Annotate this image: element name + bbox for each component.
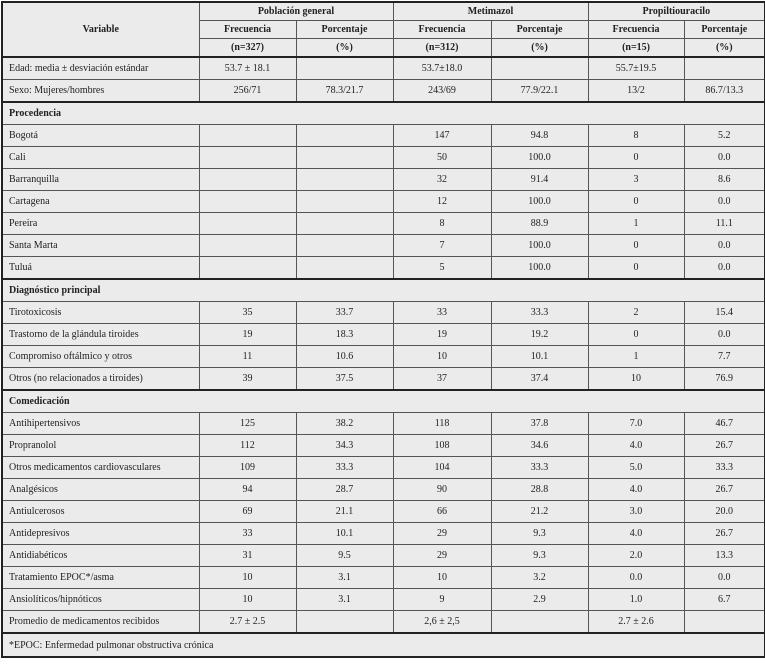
row-value: 100.0 bbox=[491, 235, 588, 257]
row-value: 7.0 bbox=[588, 413, 684, 435]
row-value: 3.1 bbox=[296, 589, 393, 611]
row-value: 37 bbox=[393, 368, 491, 391]
row-value bbox=[491, 57, 588, 80]
row-value: 31 bbox=[199, 545, 296, 567]
header-row-groups bbox=[2, 2, 765, 21]
row-label: Analgésicos bbox=[2, 479, 199, 501]
row-value: 34.3 bbox=[296, 435, 393, 457]
row-value: 3 bbox=[588, 169, 684, 191]
footnote: *EPOC: Enfermedad pulmonar obstructiva crónica bbox=[2, 633, 765, 657]
row-value bbox=[296, 147, 393, 169]
row-value bbox=[199, 191, 296, 213]
row-value: 33.3 bbox=[491, 457, 588, 479]
table-row bbox=[2, 501, 765, 523]
column-subheader: (n=312) bbox=[393, 39, 491, 58]
table-row bbox=[2, 257, 765, 280]
table-row bbox=[2, 125, 765, 147]
row-value: 55.7±19.5 bbox=[588, 57, 684, 80]
column-header: Porcentaje bbox=[296, 21, 393, 39]
column-subheader: (%) bbox=[684, 39, 765, 58]
column-header: Frecuencia bbox=[393, 21, 491, 39]
row-value: 0.0 bbox=[684, 324, 765, 346]
row-value: 33.3 bbox=[684, 457, 765, 479]
row-label: Cartagena bbox=[2, 191, 199, 213]
row-label: Santa Marta bbox=[2, 235, 199, 257]
row-value bbox=[296, 611, 393, 634]
row-value: 20.0 bbox=[684, 501, 765, 523]
footnote-row bbox=[2, 633, 765, 657]
row-value: 8.6 bbox=[684, 169, 765, 191]
row-value: 34.6 bbox=[491, 435, 588, 457]
table-row bbox=[2, 435, 765, 457]
row-value: 66 bbox=[393, 501, 491, 523]
column-subheader: (n=327) bbox=[199, 39, 296, 58]
row-value: 94 bbox=[199, 479, 296, 501]
column-subheader: (%) bbox=[491, 39, 588, 58]
table-row bbox=[2, 545, 765, 567]
section-title: Procedencia bbox=[2, 102, 765, 125]
row-value: 4.0 bbox=[588, 435, 684, 457]
row-value: 26.7 bbox=[684, 435, 765, 457]
row-value bbox=[296, 125, 393, 147]
row-value: 18.3 bbox=[296, 324, 393, 346]
group-header: Propiltiouracilo bbox=[588, 2, 765, 21]
column-header: Frecuencia bbox=[199, 21, 296, 39]
data-table bbox=[1, 1, 765, 658]
table-row bbox=[2, 457, 765, 479]
column-header: Porcentaje bbox=[491, 21, 588, 39]
row-value: 0.0 bbox=[684, 257, 765, 280]
row-value: 1 bbox=[588, 213, 684, 235]
row-value: 10.6 bbox=[296, 346, 393, 368]
row-label: Ansiolíticos/hipnóticos bbox=[2, 589, 199, 611]
row-value: 11.1 bbox=[684, 213, 765, 235]
row-value: 7.7 bbox=[684, 346, 765, 368]
section-title: Diagnóstico principal bbox=[2, 279, 765, 302]
row-value: 6.7 bbox=[684, 589, 765, 611]
section-title: Comedicación bbox=[2, 390, 765, 413]
row-value: 100.0 bbox=[491, 191, 588, 213]
row-value bbox=[296, 191, 393, 213]
row-value: 256/71 bbox=[199, 80, 296, 103]
row-value: 109 bbox=[199, 457, 296, 479]
row-value: 53.7±18.0 bbox=[393, 57, 491, 80]
row-value: 38.2 bbox=[296, 413, 393, 435]
table-row bbox=[2, 368, 765, 391]
row-value: 0.0 bbox=[684, 147, 765, 169]
row-value: 0.0 bbox=[684, 567, 765, 589]
row-value: 10 bbox=[393, 346, 491, 368]
row-value: 69 bbox=[199, 501, 296, 523]
table-row bbox=[2, 413, 765, 435]
row-value: 29 bbox=[393, 545, 491, 567]
row-value: 10 bbox=[199, 567, 296, 589]
row-value: 9.3 bbox=[491, 545, 588, 567]
row-value: 12 bbox=[393, 191, 491, 213]
row-label: Antidiabéticos bbox=[2, 545, 199, 567]
row-value bbox=[684, 57, 765, 80]
table-row bbox=[2, 523, 765, 545]
row-value: 26.7 bbox=[684, 523, 765, 545]
row-value: 0 bbox=[588, 191, 684, 213]
row-value: 29 bbox=[393, 523, 491, 545]
row-value: 1.0 bbox=[588, 589, 684, 611]
row-value: 3.2 bbox=[491, 567, 588, 589]
row-value bbox=[199, 169, 296, 191]
row-value: 125 bbox=[199, 413, 296, 435]
variable-header: Variable bbox=[2, 2, 199, 57]
table-row bbox=[2, 611, 765, 634]
row-value: 5.0 bbox=[588, 457, 684, 479]
row-value: 10 bbox=[199, 589, 296, 611]
row-value: 90 bbox=[393, 479, 491, 501]
row-value: 0 bbox=[588, 235, 684, 257]
row-label: Tirotoxicosis bbox=[2, 302, 199, 324]
row-value: 76.9 bbox=[684, 368, 765, 391]
row-value: 32 bbox=[393, 169, 491, 191]
section-header-row bbox=[2, 279, 765, 302]
row-value: 5 bbox=[393, 257, 491, 280]
table-row bbox=[2, 147, 765, 169]
row-label: Edad: media ± desviación estándar bbox=[2, 57, 199, 80]
table-row bbox=[2, 235, 765, 257]
row-value: 2.7 ± 2.5 bbox=[199, 611, 296, 634]
row-label: Trastorno de la glándula tiroides bbox=[2, 324, 199, 346]
row-value: 0.0 bbox=[684, 235, 765, 257]
row-value: 5.2 bbox=[684, 125, 765, 147]
row-label: Antiulcerosos bbox=[2, 501, 199, 523]
row-value: 8 bbox=[393, 213, 491, 235]
row-value: 108 bbox=[393, 435, 491, 457]
row-label: Antidepresivos bbox=[2, 523, 199, 545]
row-label: Bogotá bbox=[2, 125, 199, 147]
row-label: Otros (no relacionados a tiroides) bbox=[2, 368, 199, 391]
row-value bbox=[199, 257, 296, 280]
row-value: 28.8 bbox=[491, 479, 588, 501]
row-value: 112 bbox=[199, 435, 296, 457]
row-label: Compromiso oftálmico y otros bbox=[2, 346, 199, 368]
row-value: 9 bbox=[393, 589, 491, 611]
row-value: 35 bbox=[199, 302, 296, 324]
row-value: 21.2 bbox=[491, 501, 588, 523]
row-value: 0.0 bbox=[588, 567, 684, 589]
row-value bbox=[199, 125, 296, 147]
row-value: 78.3/21.7 bbox=[296, 80, 393, 103]
row-value: 77.9/22.1 bbox=[491, 80, 588, 103]
row-value: 4.0 bbox=[588, 523, 684, 545]
row-value: 104 bbox=[393, 457, 491, 479]
row-value: 8 bbox=[588, 125, 684, 147]
table-row bbox=[2, 213, 765, 235]
row-value: 10 bbox=[393, 567, 491, 589]
row-value: 147 bbox=[393, 125, 491, 147]
table-row bbox=[2, 191, 765, 213]
row-value bbox=[296, 57, 393, 80]
row-label: Sexo: Mujeres/hombres bbox=[2, 80, 199, 103]
row-label: Tuluá bbox=[2, 257, 199, 280]
row-value bbox=[296, 169, 393, 191]
group-header: Población general bbox=[199, 2, 393, 21]
group-header: Metimazol bbox=[393, 2, 588, 21]
row-value: 37.5 bbox=[296, 368, 393, 391]
row-value: 9.5 bbox=[296, 545, 393, 567]
row-label: Barranquilla bbox=[2, 169, 199, 191]
row-label: Promedio de medicamentos recibidos bbox=[2, 611, 199, 634]
row-label: Otros medicamentos cardiovasculares bbox=[2, 457, 199, 479]
row-value: 33.3 bbox=[491, 302, 588, 324]
row-value: 3.0 bbox=[588, 501, 684, 523]
table-row bbox=[2, 479, 765, 501]
row-value: 21.1 bbox=[296, 501, 393, 523]
column-header: Frecuencia bbox=[588, 21, 684, 39]
row-value: 0 bbox=[588, 324, 684, 346]
row-value: 11 bbox=[199, 346, 296, 368]
row-value: 88.9 bbox=[491, 213, 588, 235]
table-row bbox=[2, 80, 765, 103]
row-value: 28.7 bbox=[296, 479, 393, 501]
row-value: 19 bbox=[199, 324, 296, 346]
section-header-row bbox=[2, 102, 765, 125]
row-value: 15.4 bbox=[684, 302, 765, 324]
row-value: 100.0 bbox=[491, 147, 588, 169]
column-subheader: (%) bbox=[296, 39, 393, 58]
row-value: 2,6 ± 2,5 bbox=[393, 611, 491, 634]
row-value: 26.7 bbox=[684, 479, 765, 501]
row-value: 33.7 bbox=[296, 302, 393, 324]
row-value: 94.8 bbox=[491, 125, 588, 147]
table-row bbox=[2, 589, 765, 611]
row-value: 2.0 bbox=[588, 545, 684, 567]
row-value: 2.7 ± 2.6 bbox=[588, 611, 684, 634]
row-value: 1 bbox=[588, 346, 684, 368]
row-value: 4.0 bbox=[588, 479, 684, 501]
row-value: 19.2 bbox=[491, 324, 588, 346]
row-value: 100.0 bbox=[491, 257, 588, 280]
row-value bbox=[296, 257, 393, 280]
table-row bbox=[2, 302, 765, 324]
row-label: Pereira bbox=[2, 213, 199, 235]
row-value: 0 bbox=[588, 147, 684, 169]
row-value: 7 bbox=[393, 235, 491, 257]
table-row bbox=[2, 57, 765, 80]
table-row bbox=[2, 567, 765, 589]
row-value: 0.0 bbox=[684, 191, 765, 213]
row-value: 37.4 bbox=[491, 368, 588, 391]
row-label: Tratamiento EPOC*/asma bbox=[2, 567, 199, 589]
row-value: 10.1 bbox=[491, 346, 588, 368]
row-value bbox=[199, 147, 296, 169]
row-label: Propranolol bbox=[2, 435, 199, 457]
table-row bbox=[2, 346, 765, 368]
row-value: 86.7/13.3 bbox=[684, 80, 765, 103]
row-value: 118 bbox=[393, 413, 491, 435]
row-value bbox=[296, 213, 393, 235]
table-row bbox=[2, 169, 765, 191]
row-value: 37.8 bbox=[491, 413, 588, 435]
row-value bbox=[199, 235, 296, 257]
row-value: 13/2 bbox=[588, 80, 684, 103]
row-value: 53.7 ± 18.1 bbox=[199, 57, 296, 80]
row-label: Cali bbox=[2, 147, 199, 169]
row-value: 19 bbox=[393, 324, 491, 346]
row-value: 3.1 bbox=[296, 567, 393, 589]
row-value bbox=[296, 235, 393, 257]
row-value: 9.3 bbox=[491, 523, 588, 545]
row-value: 243/69 bbox=[393, 80, 491, 103]
column-subheader: (n=15) bbox=[588, 39, 684, 58]
row-value: 33 bbox=[393, 302, 491, 324]
column-header: Porcentaje bbox=[684, 21, 765, 39]
row-label: Antihipertensivos bbox=[2, 413, 199, 435]
row-value: 10 bbox=[588, 368, 684, 391]
row-value bbox=[199, 213, 296, 235]
row-value: 13.3 bbox=[684, 545, 765, 567]
row-value: 46.7 bbox=[684, 413, 765, 435]
table-row bbox=[2, 324, 765, 346]
row-value: 0 bbox=[588, 257, 684, 280]
row-value bbox=[491, 611, 588, 634]
row-value: 2 bbox=[588, 302, 684, 324]
row-value: 33 bbox=[199, 523, 296, 545]
row-value: 10.1 bbox=[296, 523, 393, 545]
row-value: 91.4 bbox=[491, 169, 588, 191]
row-value bbox=[684, 611, 765, 634]
row-value: 33.3 bbox=[296, 457, 393, 479]
row-value: 39 bbox=[199, 368, 296, 391]
row-value: 50 bbox=[393, 147, 491, 169]
section-header-row bbox=[2, 390, 765, 413]
row-value: 2.9 bbox=[491, 589, 588, 611]
